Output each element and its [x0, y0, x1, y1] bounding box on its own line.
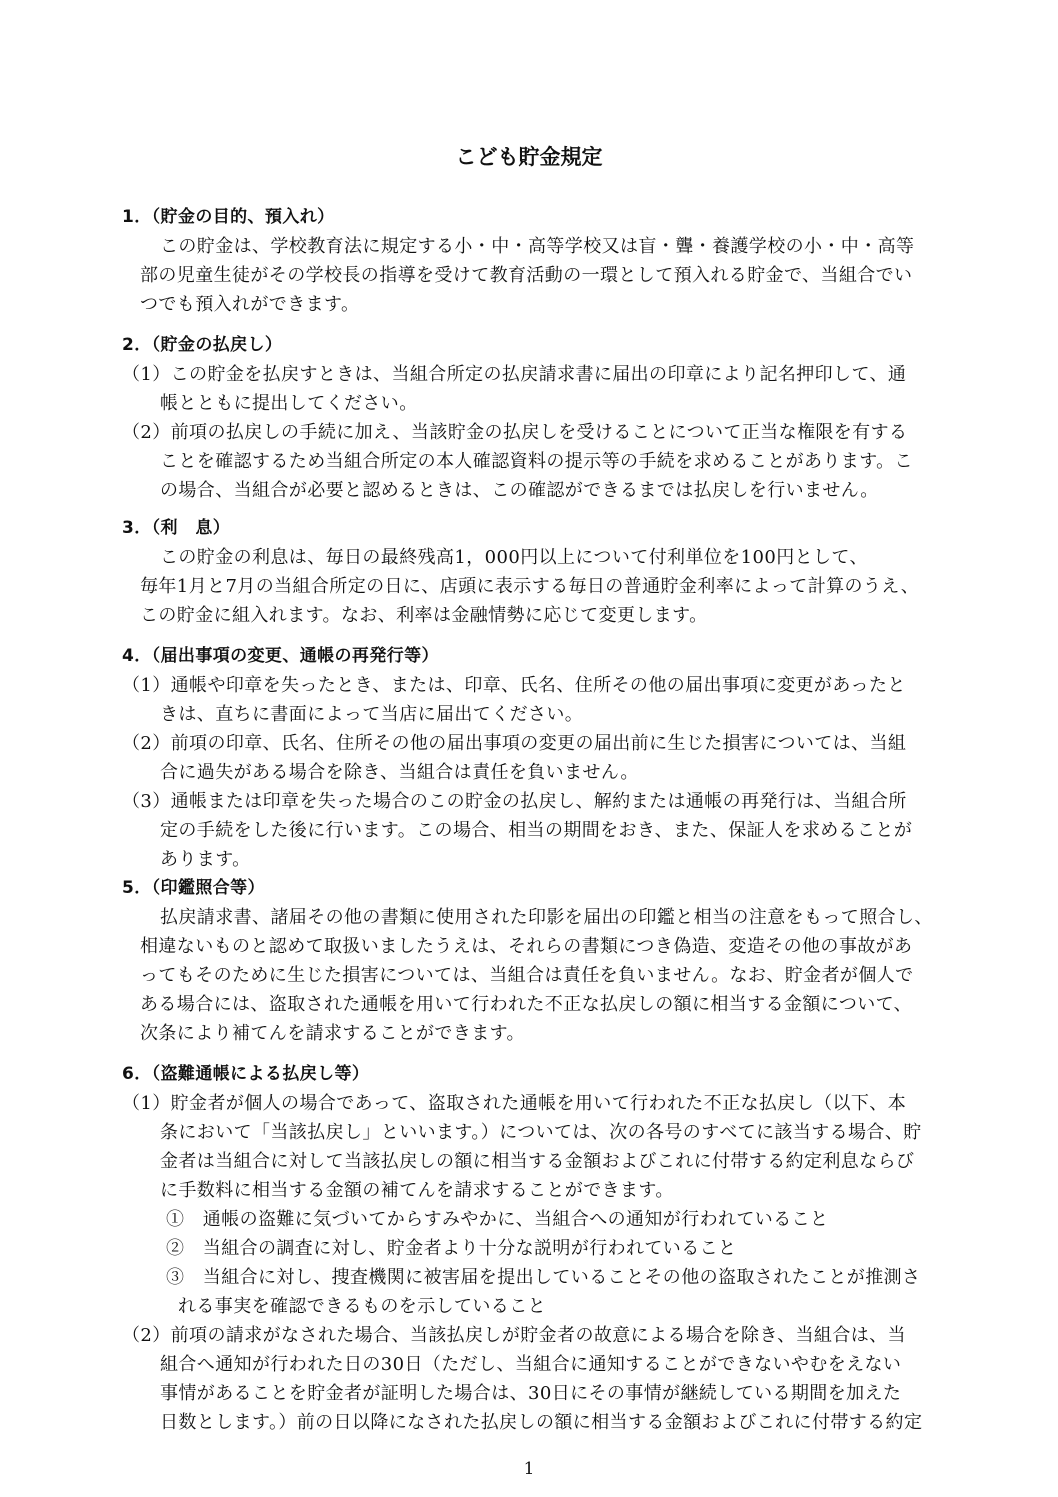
- paragraph-line: 払戻請求書、諸届その他の書類に使用された印影を届出の印鑑と相当の注意をもって照合し、: [160, 907, 933, 928]
- list-item: ③ 当組合に対し、捜査機関に被害届を提出していることその他の盗取されたことが推測さ: [166, 1267, 921, 1288]
- clause-line: （2）前項の払戻しの手続に加え、当該貯金の払戻しを受けることについて正当な権限を有する: [122, 422, 908, 443]
- section-heading: 1．（貯金の目的、預入れ）: [122, 207, 335, 227]
- section-heading: 3．（利 息）: [122, 518, 231, 538]
- clause-line: （1）貯金者が個人の場合であって、盗取された通帳を用いて行われた不正な払戻し（以下、本: [122, 1093, 907, 1114]
- clause-line: 定の手続をした後に行います。この場合、相当の期間をおき、また、保証人を求めることが: [160, 820, 913, 841]
- section-heading: 5．（印鑑照合等）: [122, 878, 265, 898]
- list-item: ① 通帳の盗難に気づいてからすみやかに、当組合への通知が行われていること: [166, 1209, 829, 1230]
- paragraph-line: この貯金は、学校教育法に規定する小・中・高等学校又は盲・聾・養護学校の小・中・高等: [160, 236, 915, 257]
- list-item: れる事実を確認できるものを示していること: [178, 1296, 546, 1317]
- paragraph-line: 毎年1月と7月の当組合所定の日に、店頭に表示する毎日の普通貯金利率によって計算のうえ、: [140, 576, 920, 597]
- clause-line: きは、直ちに書面によって当店に届出てください。: [160, 704, 584, 725]
- paragraph-line: ってもそのために生じた損害については、当組合は責任を負いません。なお、貯金者が個人で: [140, 965, 914, 986]
- document-title: こども貯金規定: [455, 145, 603, 169]
- paragraph-line: この貯金に組入れます。なお、利率は金融情勢に応じて変更します。: [140, 605, 708, 626]
- clause-line: 事情があることを貯金者が証明した場合は、30日にその事情が継続している期間を加えた: [160, 1383, 902, 1404]
- clause-line: （3）通帳または印章を失った場合のこの貯金の払戻し、解約または通帳の再発行は、当組合所: [122, 791, 907, 812]
- paragraph-line: 相違ないものと認めて取扱いましたうえは、それらの書類につき偽造、変造その他の事故があ: [140, 936, 913, 957]
- paragraph-line: ある場合には、盗取された通帳を用いて行われた不正な払戻しの額に相当する金額について、: [140, 994, 913, 1015]
- clause-line: （1）通帳や印章を失ったとき、または、印章、氏名、住所その他の届出事項に変更があったと: [122, 675, 906, 696]
- clause-line: （2）前項の請求がなされた場合、当該払戻しが貯金者の故意による場合を除き、当組合は、当: [122, 1325, 906, 1346]
- clause-line: 合に過失がある場合を除き、当組合は責任を負いません。: [160, 762, 639, 783]
- clause-line: 日数とします。）前の日以降になされた払戻しの額に相当する金額およびこれに付帯する約定: [160, 1412, 923, 1433]
- clause-line: あります。: [160, 849, 251, 870]
- clause-line: （2）前項の印章、氏名、住所その他の届出事項の変更の届出前に生じた損害については、当組: [122, 733, 907, 754]
- list-item: ② 当組合の調査に対し、貯金者より十分な説明が行われていること: [166, 1238, 737, 1259]
- clause-line: （1）この貯金を払戻すときは、当組合所定の払戻請求書に届出の印章により記名押印して、通: [122, 364, 907, 385]
- clause-line: の場合、当組合が必要と認めるときは、この確認ができるまでは払戻しを行いません。: [160, 480, 879, 501]
- clause-line: に手数料に相当する金額の補てんを請求することができます。: [160, 1180, 674, 1201]
- paragraph-line: 部の児童生徒がその学校長の指導を受けて教育活動の一環として預入れる貯金で、当組合でい: [140, 265, 913, 286]
- clause-line: 条において「当該払戻し」といいます。）については、次の各号のすべてに該当する場合、貯: [160, 1122, 922, 1143]
- section-3: [122, 514, 942, 630]
- section-6: [122, 1060, 942, 1437]
- clause-line: ことを確認するため当組合所定の本人確認資料の提示等の手続を求めることがあります。こ: [160, 451, 913, 472]
- section-2: [122, 331, 942, 505]
- clause-line: 金者は当組合に対して当該払戻しの額に相当する金額およびこれに付帯する約定利息ならび: [160, 1151, 915, 1172]
- section-4: [122, 642, 942, 874]
- section-1: [122, 203, 942, 319]
- paragraph-line: つでも預入れができます。: [140, 294, 360, 315]
- section-heading: 4．（届出事項の変更、通帳の再発行等）: [122, 646, 439, 666]
- paragraph-line: この貯金の利息は、毎日の最終残高1，000円以上について付利単位を100円として、: [160, 547, 868, 568]
- section-heading: 6．（盗難通帳による払戻し等）: [122, 1064, 370, 1084]
- clause-line: 帳とともに提出してください。: [160, 393, 418, 414]
- section-heading: 2．（貯金の払戻し）: [122, 335, 283, 355]
- clause-line: 組合へ通知が行われた日の30日（ただし、当組合に通知することができないやむをえない: [160, 1354, 902, 1375]
- section-5: [122, 874, 942, 1048]
- page-number: 1: [523, 1459, 535, 1479]
- paragraph-line: 次条により補てんを請求することができます。: [140, 1023, 525, 1044]
